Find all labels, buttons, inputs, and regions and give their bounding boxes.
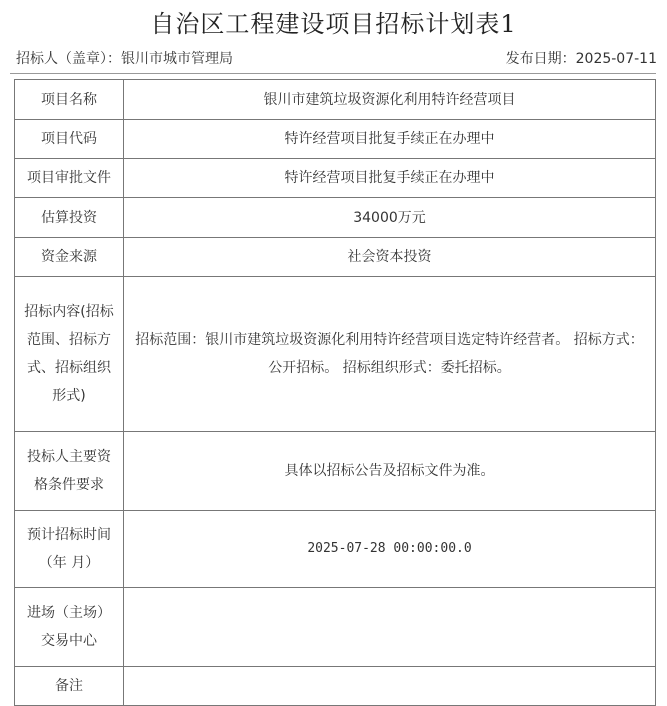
row-value: 2025-07-28 00:00:00.0 [124,511,656,588]
table-row [15,198,656,238]
table-row [15,432,656,511]
row-label: 招标内容(招标范围、招标方式、招标组织形式) [15,277,124,432]
table-row [15,667,656,706]
tenderer-label: 招标人（盖章）： [16,51,121,67]
table-row [15,588,656,667]
row-label: 项目名称 [15,80,124,120]
table-row [15,277,656,432]
row-label: 估算投资 [15,198,124,238]
publish-label: 发布日期： [505,51,576,67]
row-label: 进场（主场）交易中心 [15,588,124,667]
row-value: 银川市建筑垃圾资源化利用特许经营项目 [124,80,656,120]
publish-info [506,49,657,69]
header-divider [10,73,656,74]
tenderer-value: 银川市城市管理局 [121,51,233,67]
row-value [124,588,656,667]
row-value [124,667,656,706]
row-label: 备注 [15,667,124,706]
row-label: 投标人主要资格条件要求 [15,432,124,511]
row-value: 社会资本投资 [124,238,656,277]
table-row [15,238,656,277]
row-label: 预计招标时间（年 月） [15,511,124,588]
table-row [15,159,656,198]
row-value: 特许经营项目批复手续正在办理中 [124,159,656,198]
row-value: 特许经营项目批复手续正在办理中 [124,120,656,159]
table-row [15,120,656,159]
plan-table [14,79,656,706]
row-label: 项目审批文件 [15,159,124,198]
row-value: 34000万元 [124,198,656,238]
table-row [15,511,656,588]
tenderer-info [16,49,233,69]
publish-date: 2025-07-11 [575,51,657,67]
row-value: 招标范围：银川市建筑垃圾资源化利用特许经营项目选定特许经营者。 招标方式：公开招标。 招标组织形式：委托招标。 [124,277,656,432]
row-value: 具体以招标公告及招标文件为准。 [124,432,656,511]
table-row [15,80,656,120]
document-meta [16,49,657,69]
document-title: 自治区工程建设项目招标计划表1 [150,10,517,38]
row-label: 项目代码 [15,120,124,159]
row-label: 资金来源 [15,238,124,277]
